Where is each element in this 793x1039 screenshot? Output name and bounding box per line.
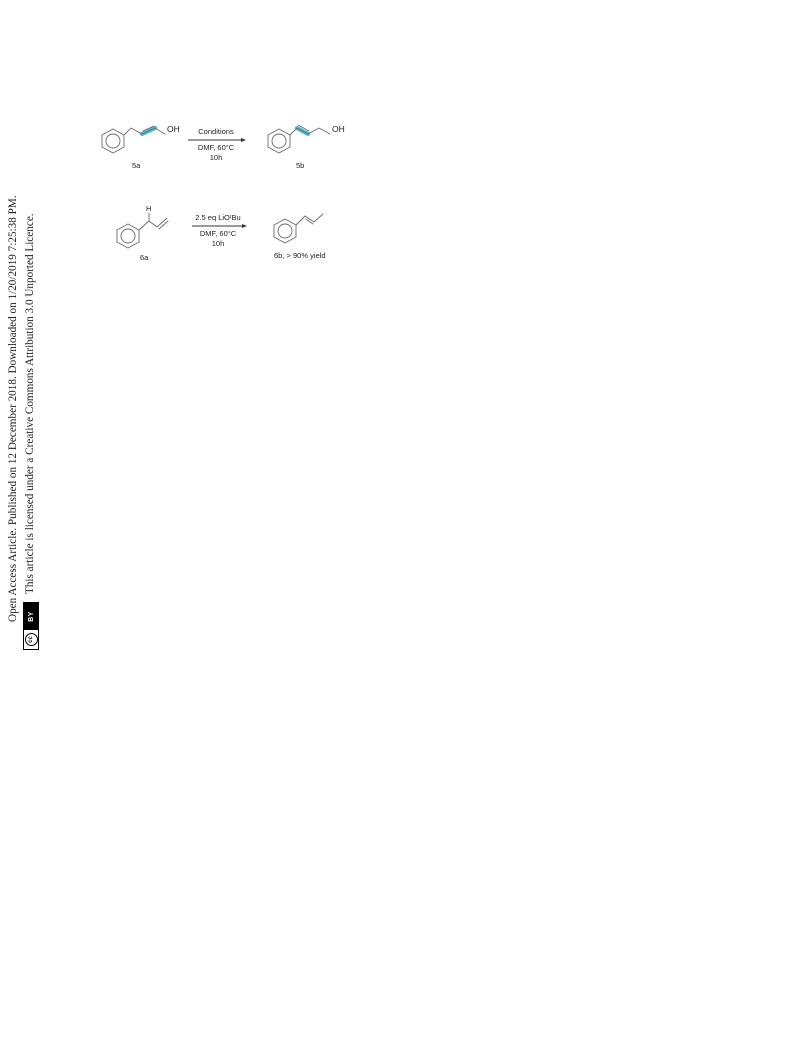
benzene-ring-6a [117, 224, 139, 248]
compound-5b [268, 124, 345, 153]
by-icon: BY [24, 603, 38, 630]
compound-5a [102, 124, 180, 153]
cc-icon: cc [25, 633, 38, 646]
oh-label-5a: OH [167, 124, 180, 134]
label-5a: 5a [132, 161, 141, 170]
oh-label-5b: OH [332, 124, 345, 134]
compound-6b [274, 214, 323, 243]
benzene-ring-5a [102, 129, 124, 153]
label-6b: 6b, > 90% yield [274, 251, 326, 260]
benzene-ring-6b [274, 219, 296, 243]
time-label-1: 10h [209, 153, 223, 162]
banner-line-1: Open Access Article. Published on 12 December 2018. Downloaded on 1/20/2019 7:25:38 PM. [7, 195, 19, 622]
h-label-6a: H [146, 204, 152, 213]
compound-6a [117, 204, 168, 248]
conditions-label: Conditions [198, 127, 234, 136]
banner-line-2: This article is licensed under a Creative Commons Attribution 3.0 Unported Licence. [24, 213, 36, 594]
label-6a: 6a [140, 253, 149, 262]
arrow-reaction-2 [192, 213, 247, 248]
time-label-2: 10h [211, 239, 225, 248]
benzene-ring-5b [268, 129, 290, 153]
solvent-temp-label-2: DMF, 60°C [199, 229, 237, 238]
arrow-reaction-1 [188, 127, 246, 162]
solvent-temp-label-1: DMF, 60°C [197, 143, 235, 152]
chain-6b [296, 214, 323, 225]
base-label: 2.5 eq LiOᵗBu [195, 213, 241, 222]
label-5b: 5b [296, 161, 305, 170]
chain-6a [139, 218, 167, 230]
